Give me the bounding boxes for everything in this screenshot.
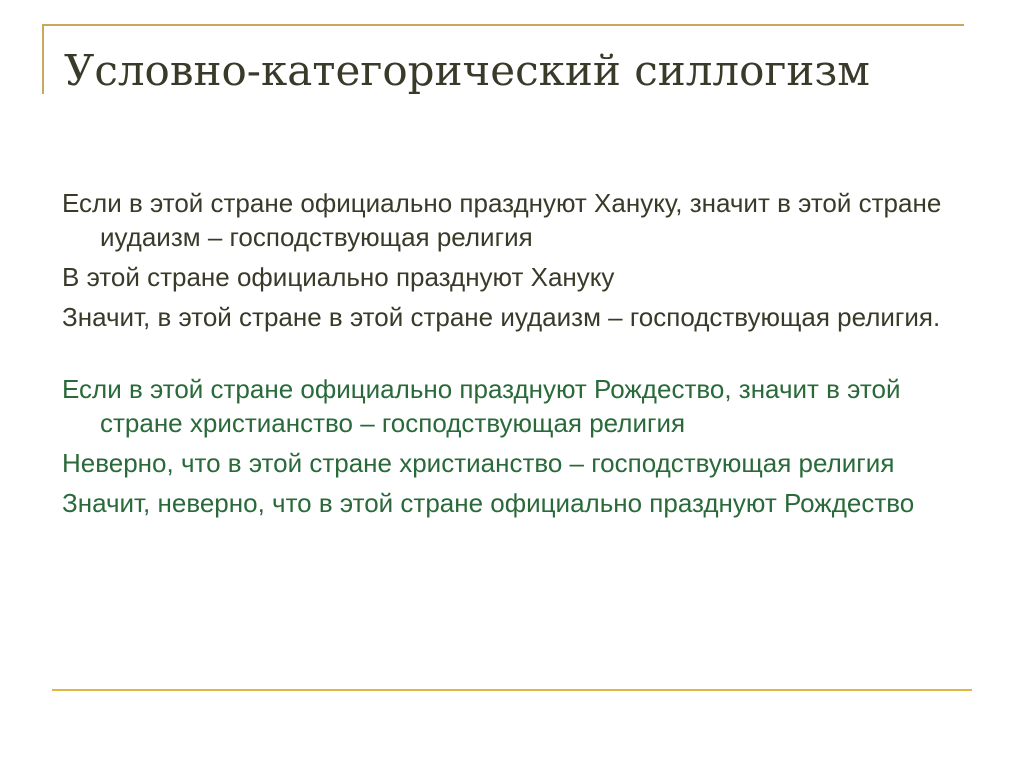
conclusion-1: Значит, в этой стране в этой стране иудаизм – господствующая религия.	[62, 302, 941, 332]
example-group-2	[62, 372, 962, 520]
slide-body	[62, 186, 962, 526]
example-group-1	[62, 186, 962, 334]
frame-left-line	[42, 24, 44, 94]
frame-top-line	[42, 24, 964, 26]
bottom-rule	[52, 689, 972, 691]
conclusion-2: Значит, неверно, что в этой стране официально празднуют Рождество	[62, 488, 915, 518]
minor-premise-1: В этой стране официально празднуют Хануку	[62, 262, 615, 292]
minor-premise-2: Неверно, что в этой стране христианство – господствующая религия	[62, 448, 895, 478]
major-premise-1: Если в этой стране официально празднуют Хануку, значит в этой стране иудаизм – господствующая религия	[62, 188, 942, 252]
major-premise-2: Если в этой стране официально празднуют Рождество, значит в этой стране христианство – господствующая религия	[62, 374, 901, 438]
slide-title: Условно-категорический силлогизм	[64, 46, 870, 95]
